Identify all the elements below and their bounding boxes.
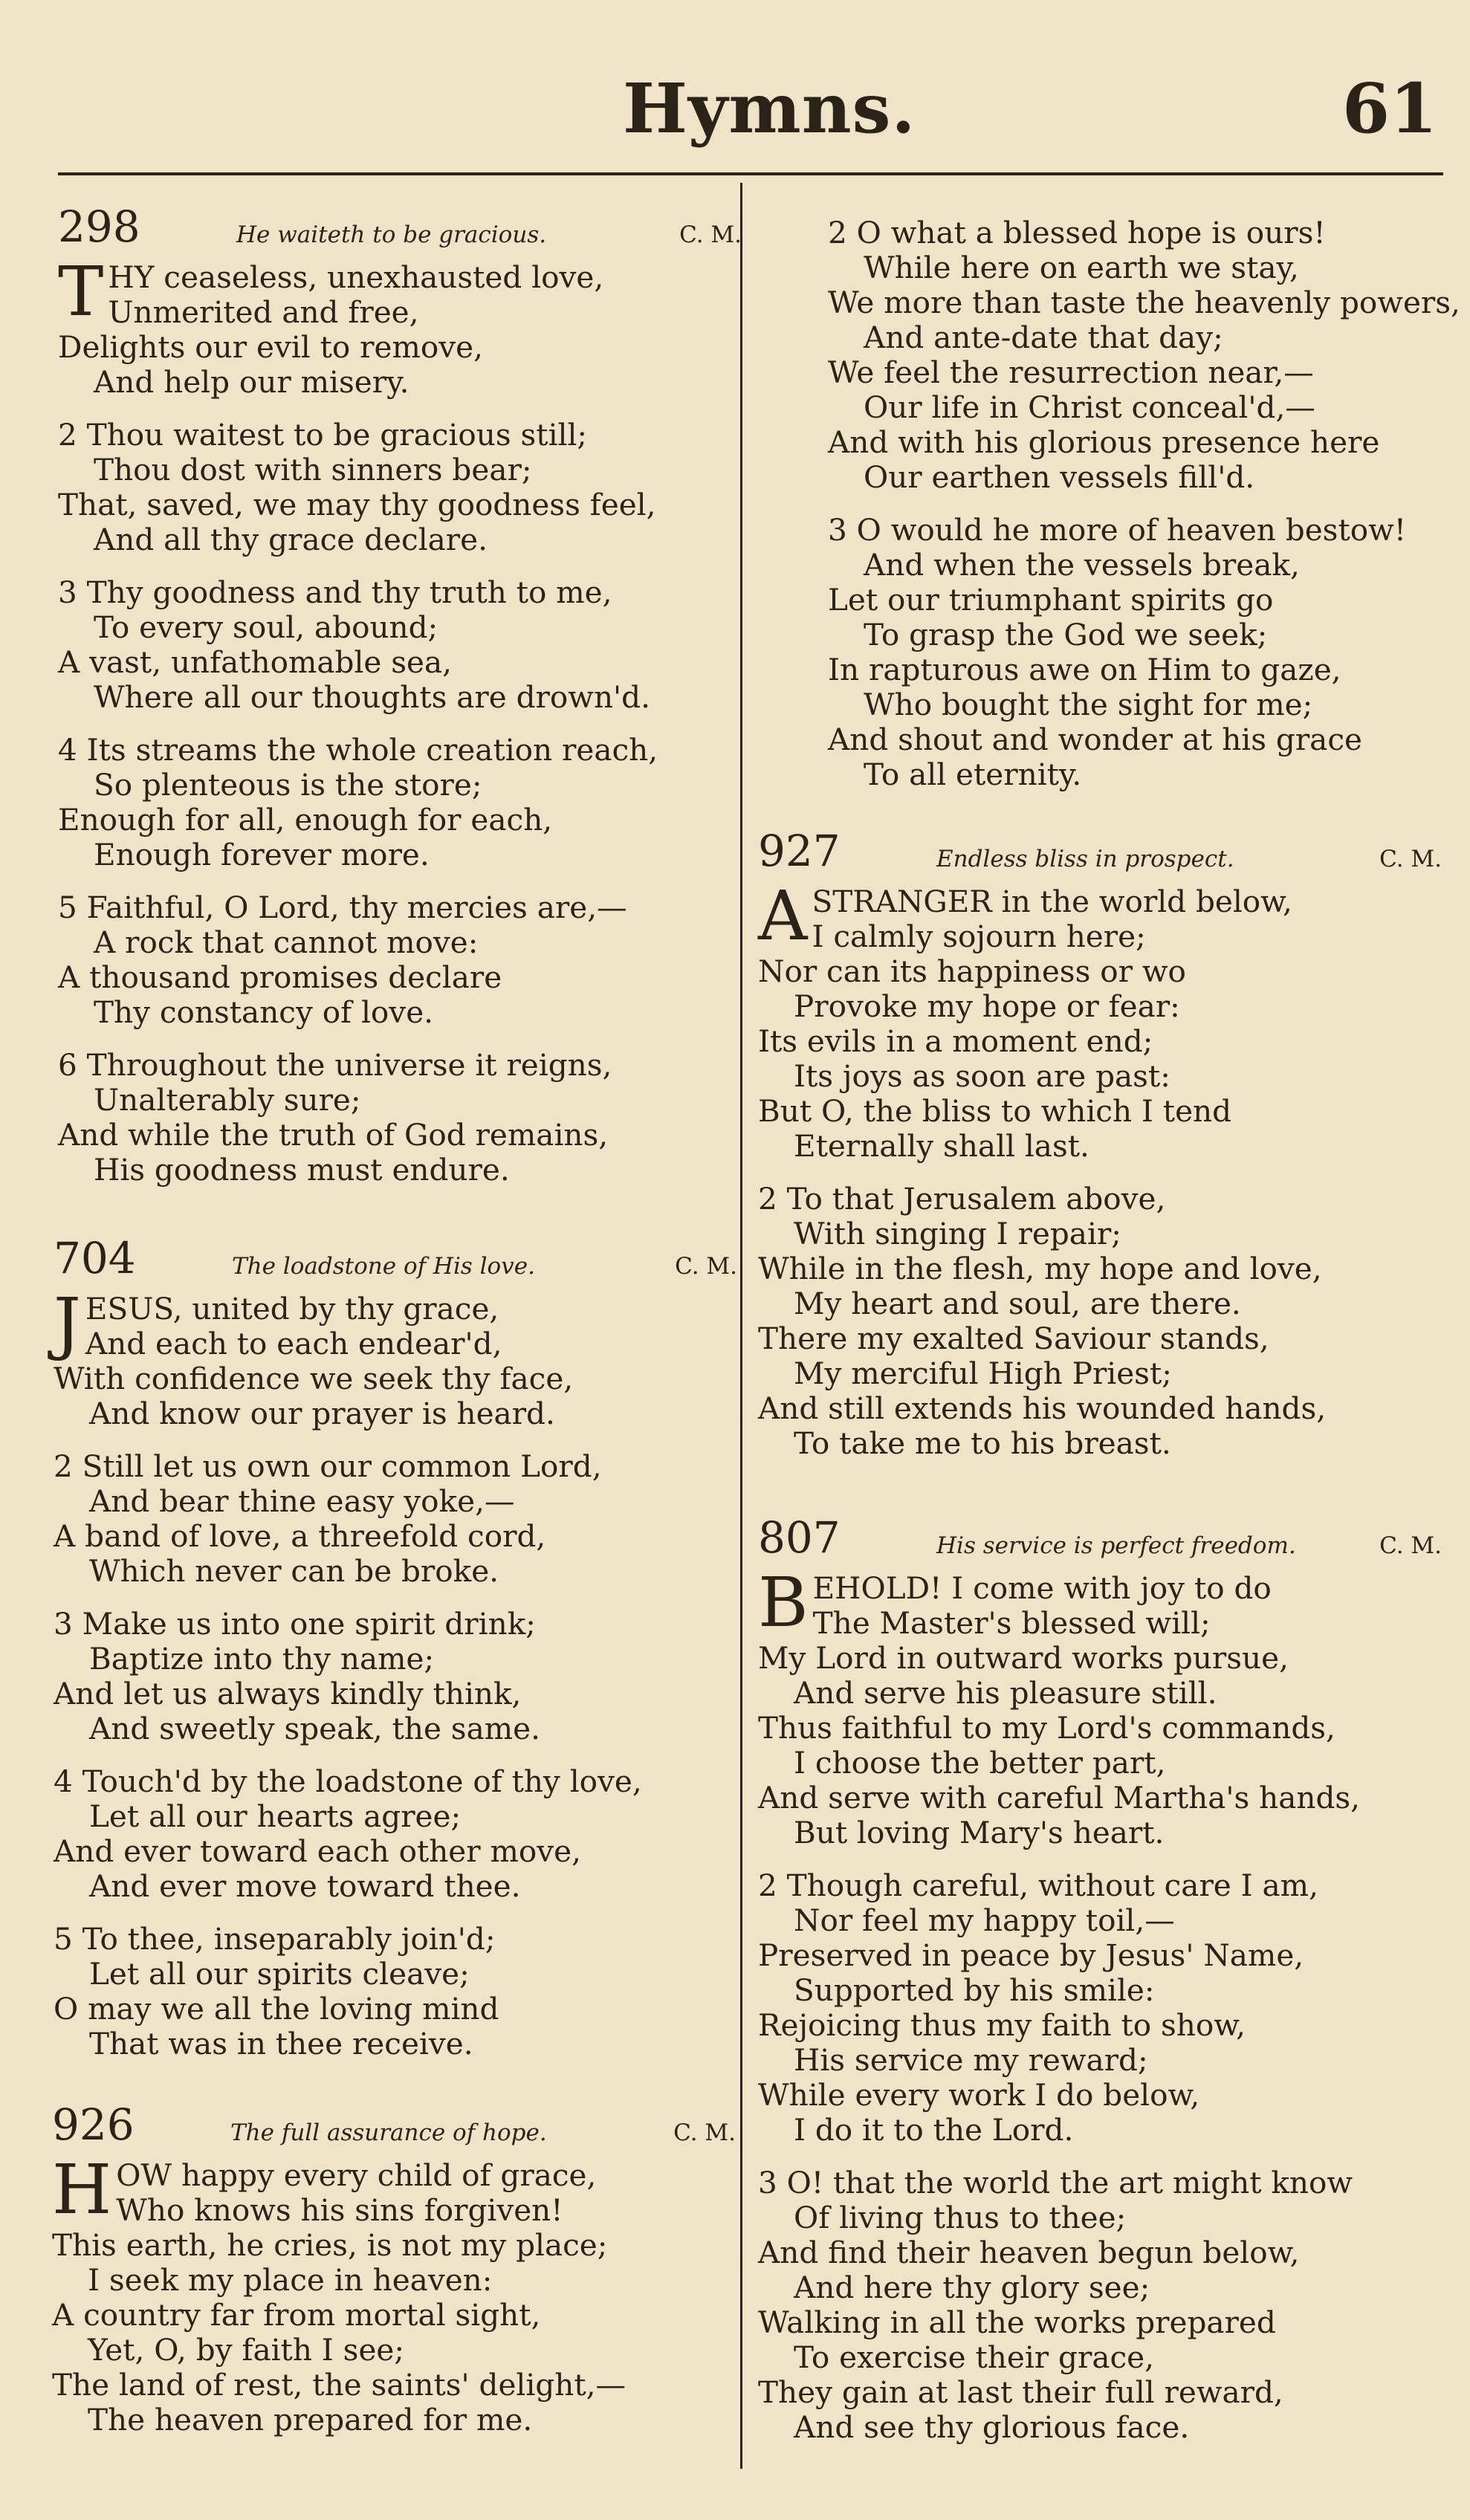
stanza — [758, 876, 1442, 1164]
hymn — [54, 1233, 737, 2079]
verse-line: Who bought the sight for me; — [864, 687, 1313, 722]
verse-line: Supported by his smile: — [794, 1972, 1155, 2008]
hymn-number: 298 — [58, 201, 140, 252]
verse-line: Thou dost with sinners bear; — [94, 452, 532, 488]
verse-line: 5 Faithful, O Lord, thy mercies are,— — [58, 890, 627, 925]
hymn-heading — [58, 201, 742, 260]
verse-line: And ever toward each other move, — [54, 1833, 582, 1869]
verse-line: That, saved, we may thy goodness feel, — [58, 487, 656, 522]
drop-cap: H — [52, 2150, 112, 2229]
verse-line: 5 To thee, inseparably join'd; — [54, 1921, 496, 1957]
stanza — [58, 1048, 742, 1188]
verse-line: While here on earth we stay, — [864, 250, 1299, 285]
verse-line: I choose the better part, — [794, 1745, 1166, 1781]
drop-cap: J — [54, 1283, 81, 1363]
verse-line: 6 Throughout the universe it reigns, — [58, 1047, 612, 1083]
verse-line: Baptize into thy name; — [89, 1641, 435, 1677]
verse-line: His service my reward; — [794, 2042, 1148, 2078]
verse-line: Let all our spirits cleave; — [89, 1956, 470, 1992]
verse-line: OW happy every child of grace, — [116, 2157, 597, 2193]
running-title: Hymns. — [623, 68, 916, 149]
hymn — [758, 1512, 1442, 2463]
verse-line: And still extends his wounded hands, — [758, 1390, 1327, 1426]
stanza — [58, 890, 742, 1030]
hymn-meter: C. M. — [1379, 1532, 1442, 1559]
stanza — [758, 1182, 1442, 1461]
verse-line: And see thy glorious face. — [794, 2409, 1190, 2445]
verse-line: I seek my place in heaven: — [88, 2262, 493, 2298]
verse-line: Preserved in peace by Jesus' Name, — [758, 1937, 1304, 1973]
hymn-title: The full assurance of hope. — [230, 2119, 547, 2146]
page-number: 61 — [1342, 68, 1438, 149]
verse-line: 4 Its streams the whole creation reach, — [58, 732, 658, 768]
verse-line: Who knows his sins forgiven! — [116, 2192, 563, 2228]
verse-line: And each to each endear'd, — [85, 1326, 502, 1361]
verse-line: There my exalted Saviour stands, — [758, 1321, 1269, 1356]
drop-cap: A — [758, 876, 808, 956]
hymn-title: Endless bliss in prospect. — [936, 846, 1234, 872]
stanza — [828, 513, 1470, 792]
verse-line: 3 Make us into one spirit drink; — [54, 1606, 536, 1642]
verse-line: And let us always kindly think, — [54, 1676, 522, 1711]
verse-line: While every work I do below, — [758, 2077, 1200, 2113]
hymn-heading — [758, 1512, 1442, 1571]
verse-line: To every soul, abound; — [94, 609, 438, 645]
verse-line: Thy constancy of love. — [94, 994, 434, 1030]
verse-line: And while the truth of God remains, — [58, 1117, 609, 1153]
verse-line: The Master's blessed will; — [812, 1605, 1211, 1641]
page-header — [0, 0, 1470, 178]
stanza — [54, 1283, 737, 1431]
verse-line: Which never can be broke. — [89, 1553, 499, 1589]
hymn-heading — [52, 2099, 736, 2158]
verse-line: STRANGER in the world below, — [812, 884, 1292, 919]
verse-line: 2 Still let us own our common Lord, — [54, 1448, 602, 1484]
verse-line: And here thy glory see; — [794, 2270, 1150, 2305]
hymn-number: 807 — [758, 1512, 841, 1563]
verse-line: The heaven prepared for me. — [88, 2402, 533, 2438]
verse-line: And shout and wonder at his grace — [828, 722, 1362, 757]
hymn-meter: C. M. — [675, 1253, 737, 1280]
verse-line: To all eternity. — [864, 757, 1082, 792]
verse-line: 3 O! that the world the art might know — [758, 2165, 1353, 2200]
verse-line: 2 Though careful, without care I am, — [758, 1868, 1318, 1903]
stanza — [758, 1563, 1442, 1850]
verse-line: This earth, he cries, is not my place; — [52, 2227, 608, 2263]
verse-line: His goodness must endure. — [94, 1152, 510, 1188]
verse-line: EHOLD! I come with joy to do — [812, 1570, 1272, 1606]
verse-line: Nor can its happiness or wo — [758, 953, 1186, 989]
verse-line: We more than taste the heavenly powers, — [828, 285, 1460, 320]
hymn-meter: C. M. — [1379, 846, 1442, 872]
verse-line: A rock that cannot move: — [94, 924, 479, 960]
verse-line: Eternally shall last. — [794, 1128, 1089, 1164]
verse-line: Our life in Christ conceal'd,— — [864, 389, 1315, 425]
verse-line: But O, the bliss to which I tend — [758, 1093, 1232, 1129]
verse-line: Where all our thoughts are drown'd. — [94, 679, 650, 715]
hymn-meter: C. M. — [673, 2119, 736, 2146]
verse-line: Provoke my hope or fear: — [794, 988, 1180, 1024]
verse-line: 2 Thou waitest to be gracious still; — [58, 417, 588, 453]
verse-line: I calmly sojourn here; — [812, 919, 1146, 954]
verse-line: While in the flesh, my hope and love, — [758, 1251, 1322, 1286]
hymn — [52, 2099, 736, 2455]
drop-cap: T — [58, 252, 104, 331]
drop-cap: B — [758, 1563, 809, 1642]
verse-line: Thus faithful to my Lord's commands, — [758, 1710, 1335, 1746]
verse-line: HY ceaseless, unexhausted love, — [108, 259, 604, 295]
verse-line: And find their heaven begun below, — [758, 2235, 1300, 2270]
verse-line: And with his glorious presence here — [828, 424, 1380, 460]
verse-line: Its evils in a moment end; — [758, 1023, 1153, 1059]
verse-line: Walking in all the works prepared — [758, 2304, 1276, 2340]
verse-line: Delights our evil to remove, — [58, 329, 483, 365]
hymn-title: The loadstone of His love. — [232, 1253, 535, 1280]
verse-line: They gain at last their full reward, — [758, 2374, 1283, 2410]
verse-line: With singing I repair; — [794, 1216, 1121, 1251]
verse-line: 2 To that Jerusalem above, — [758, 1181, 1166, 1217]
verse-line: Enough forever more. — [94, 837, 430, 872]
verse-line: To grasp the God we seek; — [864, 617, 1268, 652]
hymn — [58, 201, 742, 1205]
stanza — [828, 216, 1470, 495]
stanza — [758, 2166, 1442, 2445]
verse-line: ESUS, united by thy grace, — [85, 1291, 499, 1327]
verse-line: Enough for all, enough for each, — [58, 802, 553, 838]
verse-line: And ever move toward thee. — [89, 1868, 521, 1904]
verse-line: So plenteous is the store; — [94, 767, 482, 803]
verse-line: Our earthen vessels fill'd. — [864, 459, 1255, 495]
verse-line: Let all our hearts agree; — [89, 1798, 462, 1834]
verse-line: My merciful High Priest; — [794, 1355, 1172, 1391]
hymn — [828, 216, 1470, 810]
verse-line: A country far from mortal sight, — [52, 2297, 541, 2333]
verse-line: 2 O what a blessed hope is ours! — [828, 215, 1326, 250]
verse-line: Unmerited and free, — [108, 294, 419, 330]
verse-line: A vast, unfathomable sea, — [58, 644, 453, 680]
verse-line: Its joys as soon are past: — [794, 1058, 1171, 1094]
verse-line: Nor feel my happy toil,— — [794, 1902, 1175, 1938]
stanza — [52, 2150, 736, 2438]
verse-line: Of living thus to thee; — [794, 2200, 1127, 2235]
stanza — [58, 252, 742, 400]
verse-line: To exercise their grace, — [794, 2339, 1154, 2375]
stanza — [54, 1449, 737, 1589]
verse-line: And sweetly speak, the same. — [89, 1711, 540, 1746]
verse-line: And help our misery. — [94, 364, 409, 400]
verse-line: And serve his pleasure still. — [794, 1675, 1217, 1711]
hymn-title: His service is perfect freedom. — [936, 1532, 1296, 1559]
verse-line: Unalterably sure; — [94, 1082, 361, 1118]
verse-line: Yet, O, by faith I see; — [88, 2332, 405, 2368]
verse-line: And bear thine easy yoke,— — [89, 1483, 515, 1519]
verse-line: A thousand promises declare — [58, 959, 502, 995]
verse-line: And ante-date that day; — [864, 320, 1223, 355]
verse-line: And all thy grace declare. — [94, 522, 488, 557]
verse-line: And know our prayer is heard. — [89, 1396, 555, 1431]
verse-line: With confidence we seek thy face, — [54, 1361, 574, 1396]
verse-line: O may we all the loving mind — [54, 1991, 499, 2027]
verse-line: And when the vessels break, — [864, 547, 1300, 583]
hymn-number: 927 — [758, 826, 841, 876]
stanza — [58, 575, 742, 715]
hymn-number: 704 — [54, 1233, 136, 1283]
header-rule — [58, 172, 1443, 175]
verse-line: And serve with careful Martha's hands, — [758, 1780, 1361, 1815]
verse-line: 3 O would he more of heaven bestow! — [828, 512, 1407, 548]
hymn-title: He waiteth to be gracious. — [236, 221, 547, 248]
verse-line: Rejoicing thus my faith to show, — [758, 2007, 1246, 2043]
stanza — [54, 1764, 737, 1904]
stanza — [54, 1922, 737, 2061]
stanza — [58, 418, 742, 557]
hymn-heading — [54, 1233, 737, 1292]
verse-line: 3 Thy goodness and thy truth to me, — [58, 574, 612, 610]
verse-line: My Lord in outward works pursue, — [758, 1640, 1289, 1676]
verse-line: I do it to the Lord. — [794, 2112, 1074, 2148]
hymn-heading — [758, 826, 1442, 884]
verse-line: A band of love, a threefold cord, — [54, 1518, 546, 1554]
hymn-number: 926 — [52, 2099, 135, 2150]
verse-line: That was in thee receive. — [89, 2026, 473, 2061]
stanza — [54, 1607, 737, 1746]
verse-line: To take me to his breast. — [794, 1425, 1171, 1461]
verse-line: The land of rest, the saints' delight,— — [52, 2367, 626, 2403]
verse-line: Let our triumphant spirits go — [828, 582, 1274, 618]
hymn — [758, 826, 1442, 1479]
verse-line: We feel the resurrection near,— — [828, 354, 1314, 390]
verse-line: 4 Touch'd by the loadstone of thy love, — [54, 1763, 642, 1799]
stanza — [58, 733, 742, 872]
verse-line: In rapturous awe on Him to gaze, — [828, 652, 1341, 687]
hymn-meter: C. M. — [679, 221, 742, 248]
verse-line: But loving Mary's heart. — [794, 1815, 1165, 1850]
stanza — [758, 1868, 1442, 2148]
verse-line: My heart and soul, are there. — [794, 1286, 1241, 1321]
